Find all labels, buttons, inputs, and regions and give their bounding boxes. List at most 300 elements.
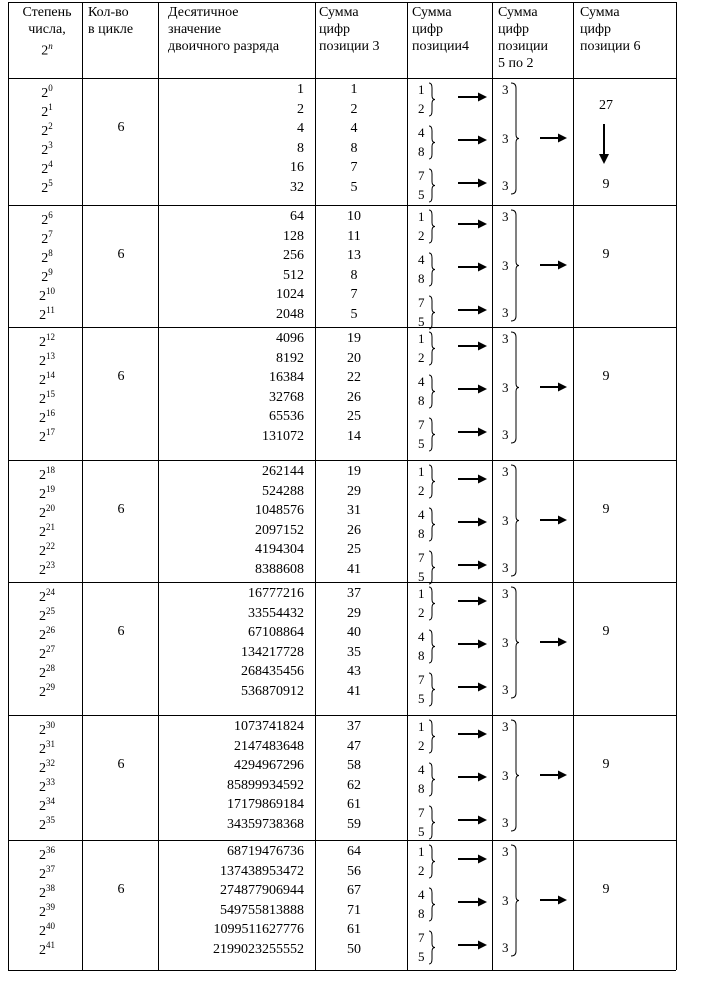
power-cell	[22, 333, 72, 352]
pair-digit: 2	[418, 863, 425, 878]
decimal-value-cell: 137438953472	[220, 863, 304, 879]
digit-sum-position-3-list	[330, 842, 378, 959]
power-list	[22, 84, 72, 198]
decimal-value-list	[170, 329, 304, 446]
power-cell	[22, 179, 72, 198]
pair-digit: 1	[418, 719, 425, 734]
power-base: 2	[41, 181, 49, 196]
decimal-value-cell: 549755813888	[220, 902, 304, 918]
power-exponent: 21	[46, 522, 55, 532]
power-cell	[22, 903, 72, 922]
header-sum-position-4-line: позиции4	[412, 39, 469, 54]
digit-sum-cell: 4	[350, 121, 358, 136]
power-base: 2	[39, 886, 46, 901]
right-brace-icon	[511, 332, 519, 443]
power-exponent: 35	[46, 815, 55, 825]
pair-digit: 7	[418, 168, 425, 183]
power-cell	[22, 84, 72, 103]
cycle-count: 6	[117, 247, 125, 262]
digit-sum-cell: 67	[347, 883, 361, 898]
power-base: 2	[39, 392, 46, 407]
power-exponent: 6	[48, 210, 53, 220]
pair-sum-value: 3	[502, 380, 509, 395]
arrow-right-icon	[478, 93, 487, 102]
power-cell	[22, 542, 72, 561]
power-exponent: 2	[48, 121, 53, 131]
header-sum-position-6-line: позиции 6	[580, 39, 641, 54]
digit-pair	[418, 462, 430, 500]
power-base: 2	[39, 308, 47, 323]
arrow-right-icon	[558, 261, 567, 270]
power-cell	[22, 645, 72, 664]
power-cell	[22, 103, 72, 122]
pair-sum-value: 3	[502, 82, 509, 97]
power-cell	[22, 846, 72, 865]
decimal-value-cell: 67108864	[248, 625, 304, 640]
power-exponent: 30	[46, 720, 55, 730]
decimal-value-cell: 512	[283, 267, 304, 283]
right-brace-icon	[511, 845, 519, 956]
decimal-value-cell: 1	[297, 82, 304, 97]
pair-digit: 5	[418, 569, 425, 584]
power-base: 2	[39, 924, 46, 939]
power-base: 2	[39, 373, 46, 388]
digit-pair	[418, 293, 430, 331]
decimal-value-cell: 268435456	[241, 664, 304, 679]
power-exponent: 22	[46, 541, 55, 551]
pair-digit: 4	[418, 762, 425, 777]
digit-sum-cell: 41	[347, 561, 361, 577]
power-base: 2	[39, 628, 46, 643]
pair-digit: 2	[418, 228, 425, 243]
power-exponent: 38	[46, 883, 55, 893]
decimal-value-cell: 1073741824	[234, 719, 304, 734]
power-base: 2	[39, 609, 46, 624]
arrow-right-icon	[558, 383, 567, 392]
power-exponent: 36	[46, 845, 55, 855]
digit-sum-cell: 5	[350, 179, 358, 195]
digit-sum-cell: 11	[347, 228, 361, 244]
power-list	[22, 211, 72, 325]
power-base: 2	[39, 289, 46, 304]
position-6-result: 9	[602, 177, 610, 192]
power-exponent: 25	[46, 606, 55, 616]
pair-digit: 5	[418, 949, 425, 964]
digit-pair	[418, 627, 430, 665]
decimal-value-cell: 134217728	[241, 644, 304, 660]
digit-sum-cell: 61	[347, 922, 361, 937]
decimal-value-list	[170, 584, 304, 701]
power-cell	[22, 390, 72, 409]
power-list	[22, 333, 72, 447]
decimal-value-cell: 1048576	[255, 503, 304, 518]
power-cell	[22, 865, 72, 884]
digit-sum-position-3-list	[330, 207, 378, 324]
decimal-value-cell: 68719476736	[227, 844, 304, 859]
power-base: 2	[39, 799, 46, 814]
digit-pair	[418, 584, 430, 622]
digit-pair	[418, 505, 430, 543]
pair-sum-value: 3	[502, 209, 509, 224]
arrow-right-icon	[558, 516, 567, 525]
position-6-result: 9	[602, 247, 610, 262]
pair-digit: 4	[418, 374, 425, 389]
power-cell	[22, 797, 72, 816]
pair-digit: 2	[418, 738, 425, 753]
power-exponent: 29	[46, 682, 55, 692]
decimal-value-cell: 17179869184	[227, 797, 304, 812]
arrow-right-icon	[478, 855, 487, 864]
arrow-right-icon	[478, 428, 487, 437]
power-cell	[22, 778, 72, 797]
right-brace-icon	[511, 210, 519, 321]
header-decimal-line: Десятичное	[168, 5, 239, 20]
digit-sum-cell: 10	[347, 209, 361, 224]
power-base: 2	[41, 143, 49, 158]
decimal-value-cell: 256	[283, 248, 304, 263]
digit-sum-cell: 14	[347, 428, 361, 444]
power-base: 2	[39, 411, 46, 426]
power-cell	[22, 664, 72, 683]
power-exponent: 33	[46, 777, 55, 787]
power-cell	[22, 122, 72, 141]
power-exponent: 12	[46, 332, 55, 342]
pair-sum-value: 3	[502, 178, 509, 193]
pair-digit: 4	[418, 629, 425, 644]
pair-sum-value: 3	[502, 427, 509, 442]
power-base: 2	[41, 105, 49, 120]
digit-sum-cell: 62	[347, 777, 361, 793]
pair-digit: 8	[418, 393, 425, 408]
power-cell	[22, 607, 72, 626]
digit-sum-cell: 56	[347, 863, 361, 879]
power-exponent: 1	[48, 102, 53, 112]
decimal-value-cell: 131072	[262, 428, 304, 444]
header-sum-position-5-line: 5 по 2	[498, 56, 534, 71]
pair-digit: 4	[418, 507, 425, 522]
power-cell	[22, 230, 72, 249]
power-cell	[22, 721, 72, 740]
decimal-value-cell: 16	[290, 160, 304, 175]
pair-sum-value: 3	[502, 331, 509, 346]
digit-sum-cell: 5	[350, 306, 358, 322]
power-base: 2	[41, 213, 49, 228]
header-count-line: в цикле	[88, 22, 134, 37]
power-cell	[22, 268, 72, 287]
decimal-value-cell: 1099511627776	[213, 922, 304, 937]
digit-sum-cell: 43	[347, 664, 361, 679]
pair-sum-value: 3	[502, 940, 509, 955]
digit-sum-cell: 26	[347, 522, 361, 538]
pair-digit: 5	[418, 187, 425, 202]
arrow-right-icon	[478, 730, 487, 739]
digit-sum-cell: 29	[347, 605, 361, 621]
power-exponent: 9	[48, 267, 53, 277]
decimal-value-cell: 4194304	[255, 542, 304, 557]
power-exponent: 13	[46, 351, 55, 361]
decimal-value-cell: 16384	[269, 370, 304, 385]
digit-sum-cell: 41	[347, 683, 361, 699]
pair-sum-value: 3	[502, 719, 509, 734]
pair-digit: 2	[418, 101, 425, 116]
digit-sum-cell: 1	[350, 82, 358, 97]
digit-sum-cell: 26	[347, 389, 361, 405]
digit-sum-position-3-list	[330, 584, 378, 701]
digit-pair	[418, 166, 430, 204]
digit-pair	[418, 760, 430, 798]
decimal-value-cell: 8192	[276, 350, 304, 366]
digit-pair	[418, 842, 430, 880]
digit-pair	[418, 329, 430, 367]
power-base: 2	[39, 354, 46, 369]
pair-sum-value: 3	[502, 305, 509, 320]
decimal-value-cell: 32	[290, 179, 304, 195]
pair-digit: 1	[418, 464, 425, 479]
pair-digit: 8	[418, 526, 425, 541]
power-base: 2	[41, 232, 49, 247]
power-exponent: 14	[46, 370, 55, 380]
power-cell	[22, 249, 72, 268]
decimal-value-cell: 1024	[276, 287, 304, 302]
pair-digit: 5	[418, 824, 425, 839]
arrow-right-icon	[478, 179, 487, 188]
position-6-result: 9	[602, 882, 610, 897]
pair-sum-value: 3	[502, 768, 509, 783]
digit-sum-cell: 71	[347, 902, 361, 918]
power-cell	[22, 523, 72, 542]
arrow-right-icon	[478, 385, 487, 394]
power-exponent: 28	[46, 663, 55, 673]
power-exponent: 11	[46, 305, 55, 315]
power-cell	[22, 141, 72, 160]
arrow-right-icon	[558, 638, 567, 647]
digit-sum-cell: 37	[347, 719, 361, 734]
power-list	[22, 846, 72, 960]
pair-digit: 1	[418, 844, 425, 859]
digit-pair	[418, 670, 430, 708]
digit-sum-cell: 50	[347, 941, 361, 957]
power-cell	[22, 884, 72, 903]
power-cell	[22, 740, 72, 759]
digit-sum-cell: 22	[347, 370, 361, 385]
power-cell	[22, 922, 72, 941]
digit-sum-cell: 2	[350, 101, 358, 117]
decimal-value-cell: 65536	[269, 409, 304, 424]
digit-pair	[418, 415, 430, 453]
digit-sum-position-3-list	[330, 329, 378, 446]
power-cell	[22, 306, 72, 325]
decimal-value-cell: 2147483648	[234, 738, 304, 754]
pair-digit: 4	[418, 252, 425, 267]
pair-digit: 8	[418, 906, 425, 921]
power-cell	[22, 588, 72, 607]
position-6-total: 27	[599, 98, 613, 113]
decimal-value-list	[170, 207, 304, 324]
pair-sum-value: 3	[502, 815, 509, 830]
power-exponent: 3	[48, 140, 53, 150]
power-cell	[22, 626, 72, 645]
power-cell	[22, 816, 72, 835]
digit-sum-cell: 35	[347, 644, 361, 660]
power-exponent: 4	[48, 159, 53, 169]
decimal-value-cell: 2199023255552	[213, 941, 304, 957]
digit-sum-cell: 31	[347, 503, 361, 518]
position-6-result: 9	[602, 624, 610, 639]
arrow-right-icon	[478, 220, 487, 229]
header-sum-position-4-line: цифр	[412, 22, 444, 37]
power-exponent: 17	[46, 427, 55, 437]
power-base: 2	[39, 685, 46, 700]
pair-digit: 7	[418, 550, 425, 565]
power-base: 2	[39, 590, 46, 605]
power-base: 2	[41, 251, 49, 266]
arrow-right-icon	[558, 771, 567, 780]
decimal-value-cell: 4294967296	[234, 758, 304, 773]
decimal-value-cell: 4096	[276, 331, 304, 346]
cycle-count: 6	[117, 757, 125, 772]
power-base: 2	[39, 867, 46, 882]
pair-sum-value: 3	[502, 560, 509, 575]
power-base: 2	[41, 86, 49, 101]
pair-digit: 5	[418, 691, 425, 706]
digit-sum-cell: 47	[347, 738, 361, 754]
arrow-right-icon	[478, 597, 487, 606]
pair-sum-value: 3	[502, 893, 509, 908]
pair-digit: 8	[418, 781, 425, 796]
power-list	[22, 588, 72, 702]
right-brace-icon	[511, 587, 519, 698]
power-cell	[22, 428, 72, 447]
decimal-value-cell: 2048	[276, 306, 304, 322]
pair-sum-value: 3	[502, 513, 509, 528]
power-exponent: 7	[48, 229, 53, 239]
arrow-right-icon	[558, 134, 567, 143]
digit-pair	[418, 123, 430, 161]
pair-digit: 7	[418, 417, 425, 432]
power-base: 2	[39, 525, 46, 540]
pair-sum-value: 3	[502, 464, 509, 479]
power-exponent: 10	[46, 286, 55, 296]
digit-sum-cell: 19	[347, 331, 361, 346]
decimal-value-list	[170, 717, 304, 834]
header-sum-position-6-line: цифр	[580, 22, 612, 37]
arrow-right-icon	[478, 683, 487, 692]
decimal-value-cell: 2097152	[255, 522, 304, 538]
header-sum-position-3-line: цифр	[319, 22, 351, 37]
digit-sum-cell: 8	[350, 140, 358, 156]
power-base: 2	[41, 162, 49, 177]
power-base: 2	[39, 506, 46, 521]
digit-sum-position-3-list	[330, 462, 378, 579]
power-base: 2	[41, 124, 49, 139]
power-exponent: 24	[46, 587, 55, 597]
position-6-result: 9	[602, 757, 610, 772]
decimal-value-cell: 32768	[269, 389, 304, 405]
header-decimal-line: двоичного разряда	[168, 39, 280, 54]
decimal-value-cell: 128	[283, 228, 304, 244]
header-sum-position-6-line: Сумма	[580, 5, 620, 20]
decimal-value-list	[170, 842, 304, 959]
power-cell	[22, 561, 72, 580]
pair-digit: 1	[418, 209, 425, 224]
power-exponent: 15	[46, 389, 55, 399]
power-base: 2	[39, 723, 46, 738]
pair-digit: 7	[418, 672, 425, 687]
power-exponent: 39	[46, 902, 55, 912]
digit-pair	[418, 548, 430, 586]
pair-digit: 8	[418, 648, 425, 663]
cycle-count: 6	[117, 369, 125, 384]
power-exponent: 8	[48, 248, 53, 258]
digit-sum-cell: 40	[347, 625, 361, 640]
power-list	[22, 466, 72, 580]
power-exponent: 5	[48, 178, 53, 188]
power-base: 2	[39, 487, 46, 502]
power-exponent: 19	[46, 484, 55, 494]
power-exponent: 20	[46, 503, 55, 513]
decimal-value-cell: 8	[297, 140, 304, 156]
arrow-right-icon	[478, 898, 487, 907]
decimal-value-cell: 85899934592	[227, 777, 304, 793]
digit-sum-cell: 59	[347, 816, 361, 832]
header-power-line: Степень	[22, 5, 72, 20]
decimal-value-cell: 4	[297, 121, 304, 136]
digit-sum-cell: 37	[347, 586, 361, 601]
digit-sum-cell: 7	[350, 287, 358, 302]
header-power-exponent: n	[48, 41, 53, 51]
digit-pair	[418, 717, 430, 755]
decimal-value-cell: 34359738368	[227, 816, 304, 832]
power-cell	[22, 409, 72, 428]
decimal-value-cell: 33554432	[248, 605, 304, 621]
decimal-value-cell: 16777216	[248, 586, 304, 601]
pair-digit: 8	[418, 271, 425, 286]
pair-sum-value: 3	[502, 131, 509, 146]
pair-digit: 8	[418, 144, 425, 159]
pair-sum-value: 3	[502, 586, 509, 601]
power-base: 2	[39, 468, 46, 483]
power-exponent: 18	[46, 465, 55, 475]
pair-sum-value: 3	[502, 844, 509, 859]
pair-digit: 2	[418, 350, 425, 365]
power-cell	[22, 759, 72, 778]
cycle-count: 6	[117, 120, 125, 135]
header-sum-position-5-line: Сумма	[498, 5, 538, 20]
decimal-value-cell: 8388608	[255, 561, 304, 577]
power-base: 2	[39, 563, 46, 578]
power-cell	[22, 466, 72, 485]
digit-sum-cell: 7	[350, 160, 358, 175]
decimal-value-cell: 274877906944	[220, 883, 304, 898]
power-exponent: 40	[46, 921, 55, 931]
header-sum-position-3-line: Сумма	[319, 5, 359, 20]
position-6-result: 9	[602, 369, 610, 384]
pair-digit: 4	[418, 887, 425, 902]
digit-sum-cell: 58	[347, 758, 361, 773]
pair-digit: 2	[418, 483, 425, 498]
digit-sum-cell: 25	[347, 542, 361, 557]
decimal-value-cell: 2	[297, 101, 304, 117]
power-base: 2	[39, 335, 46, 350]
power-cell	[22, 211, 72, 230]
power-base: 2	[39, 943, 46, 958]
power-cell	[22, 485, 72, 504]
power-exponent: 34	[46, 796, 55, 806]
digit-sum-position-3-list	[330, 717, 378, 834]
power-exponent: 32	[46, 758, 55, 768]
power-base: 2	[39, 647, 46, 662]
digit-pair	[418, 372, 430, 410]
